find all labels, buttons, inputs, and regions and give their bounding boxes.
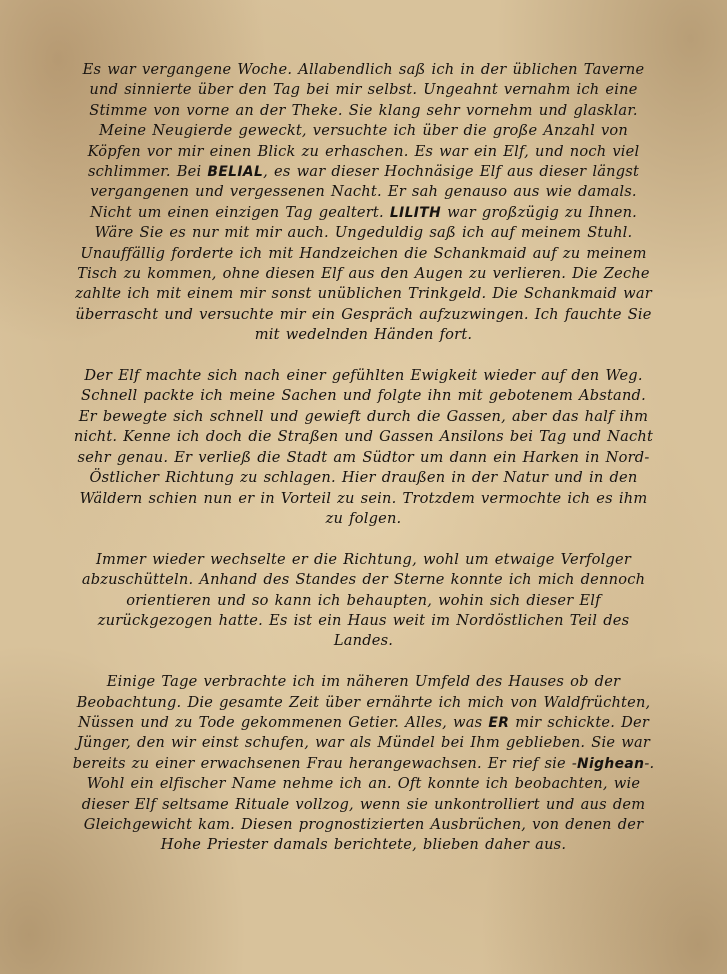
paragraph-1 (72, 60, 655, 346)
text-segment: -. Wohl ein elfischer Name nehme ich an. Oft konnte ich beobachten, wie dieser Elf seltsame Rituale vollzog, wenn sie unkontrolliert und aus dem Gleichgewicht kam. Diesen prognostizierten Ausbrüchen, von denen der Hohe Priester damals berichtete, blieben daher aus. (81, 754, 655, 854)
text-segment: Es war vergangene Woche. Allabendlich saß ich in der üblichen Taverne und sinnierte über den Tag bei mir selbst. Ungeahnt vernahm ich eine Stimme von vorne an der Theke. Sie klang sehr vornehm und glasklar. Meine Neugierde geweckt, versuchte ich über die große Anzahl von Köpfen vor mir einen Blick zu erhaschen. Es war ein Elf, und noch viel schlimmer. Bei (82, 61, 645, 181)
text-segment: Immer wieder wechselte er die Richtung, wohl um etwaige Verfolger abzuschütteln. Anhand des Standes der Sterne konnte ich mich dennoch orientieren und so kann ich behaupten, wohin sich dieser Elf zurückgezogen hatte. Es ist ein Haus weit im Nordöstlichen Teil des Landes. (81, 550, 646, 650)
name-er: ER (488, 714, 510, 731)
text-segment: Der Elf machte sich nach einer gefühlten Ewigkeit wieder auf den Weg. Schnell packte ich meine Sachen und folgte ihn mit gebotenem Abstand. Er bewegte sich schnell und gewieft durch die Gassen, aber das half ihm nicht. Kenne ich doch die Straßen und Gassen Ansilons bei Tag und Nacht sehr genau. Er verließ die Stadt am Südtor um dann ein Harken in Nord-Östlicher Richtung zu schlagen. Hier draußen in der Natur und in den Wäldern schien nun er in Vorteil zu sein. Trotzdem vermochte ich es ihm zu folgen. (73, 367, 654, 527)
paragraph-3 (72, 550, 655, 652)
letter-text (72, 60, 655, 856)
paragraph-2 (72, 366, 655, 529)
paragraph-4 (72, 672, 655, 856)
text-segment: Einige Tage verbrachte ich im näheren Umfeld des Hauses ob der Beobachtung. Die gesamte Zeit über ernährte ich mich von Waldfrüchten, Nüssen und zu Tode gekommenen Getier. Alles, was (76, 673, 651, 731)
text-segment: , es war dieser Hochnäsige Elf aus dieser längst vergangenen und vergessenen Nacht. Er sah genauso aus wie damals. Nicht um einen einzigen Tag gealtert. (89, 163, 640, 221)
name-belial: BELIAL (207, 164, 264, 181)
text-segment: war großzügig zu Ihnen. Wäre Sie es nur mit mir auch. Ungeduldig saß ich auf meinem Stuhl. Unauffällig forderte ich mit Handzeichen die Schankmaid auf zu meinem Tisch zu kommen, ohne diesen Elf aus den Augen zu verlieren. Die Zeche zahlte ich mit einem mir sonst unüblichen Trinkgeld. Die Schankmaid war überrascht und versuchte mir ein Gespräch aufzuzwingen. Ich fauchte Sie mit wedelnden Händen fort. (75, 203, 652, 344)
text-segment: mir schickte. Der Jünger, den wir einst schufen, war als Mündel bei Ihm geblieben. Sie war bereits zu einer erwachsenen Frau herangewachsen. Er rief sie - (72, 713, 651, 772)
name-nighean: Nighean (577, 755, 645, 772)
name-lilith: LILITH (389, 204, 442, 221)
